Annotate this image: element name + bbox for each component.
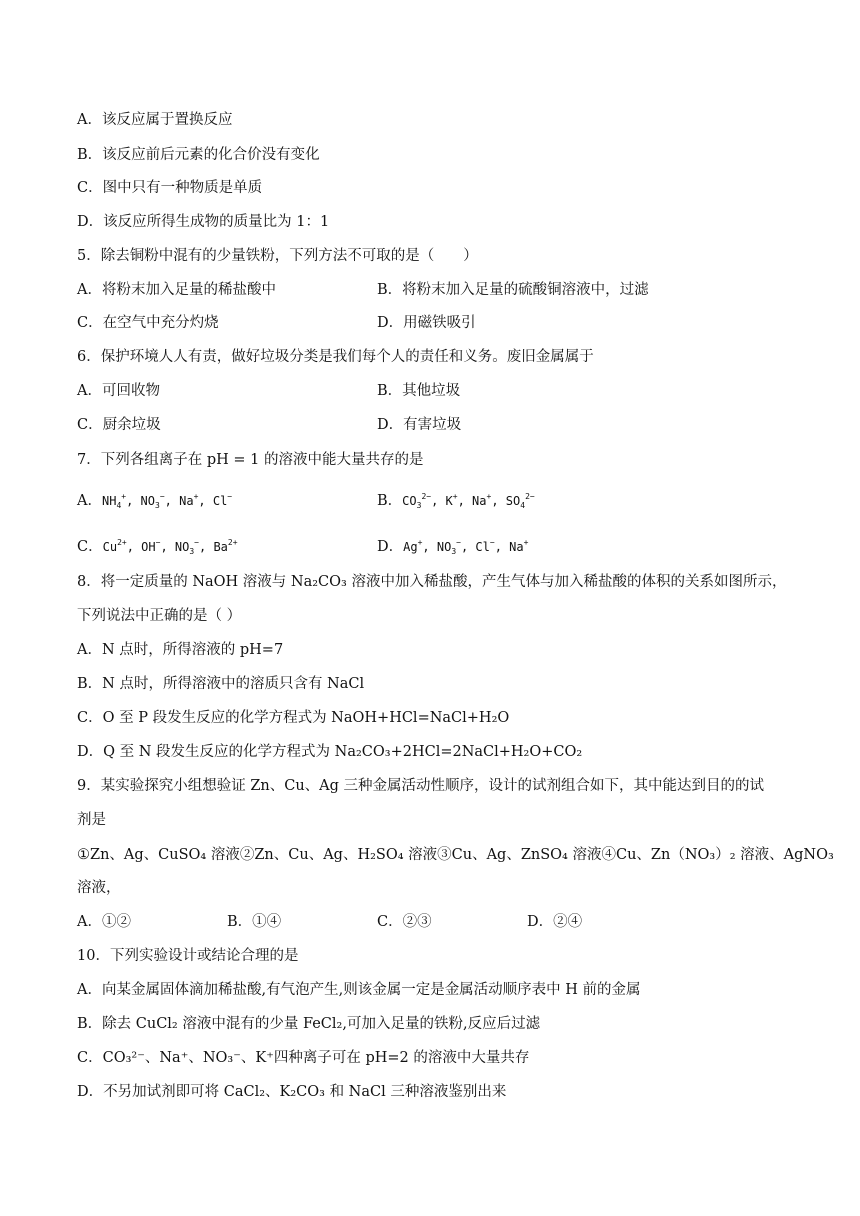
q8-stem-line1: 8．将一定质量的 NaOH 溶液与 Na₂CO₃ 溶液中加入稀盐酸，产生气体与加入稀盐酸的体积的关系如图所示， [77,574,787,590]
q8-option-a: A．N 点时，所得溶液的 pH=7 [77,642,284,658]
q6-option-b: B．其他垃圾 [377,383,461,399]
q9-option-a: A．①② [77,914,131,930]
q9-combos-line2: 溶液， [77,880,121,896]
q5-stem: 5．除去铜粉中混有的少量铁粉，下列方法不可取的是（ ） [77,248,478,264]
q7-option-d-label: D． [377,539,404,555]
q7-option-d [377,533,528,562]
q4-option-b: B．该反应前后元素的化合价没有变化 [77,147,320,163]
q7-option-b-ions: $CO_3^{2-}$, K+, Na+, $SO_4^{2-}$ [402,492,535,510]
q10-stem: 10．下列实验设计或结论合理的是 [77,948,299,964]
q7-option-b [377,487,535,516]
q6-stem: 6．保护环境人人有责，做好垃圾分类是我们每个人的责任和义务。废旧金属属于 [77,349,594,365]
q7-stem: 7．下列各组离子在 pH = 1 的溶液中能大量共存的是 [77,452,424,468]
q9-combos-line1: ①Zn、Ag、CuSO₄ 溶液②Zn、Cu、Ag、H₂SO₄ 溶液③Cu、Ag、ZnSO₄ 溶液④Cu、Zn（NO₃）₂ 溶液、AgNO₃ [77,847,834,863]
q6-option-d: D．有害垃圾 [377,417,462,433]
q8-option-c: C．O 至 P 段发生反应的化学方程式为 NaOH+HCl=NaCl+H₂O [77,710,510,726]
q10-option-c: C．CO₃²⁻、Na⁺、NO₃⁻、K⁺四种离子可在 pH=2 的溶液中大量共存 [77,1050,530,1066]
q4-option-d: D．该反应所得生成物的质量比为 1：1 [77,214,330,230]
q7-option-a-label: A． [77,493,102,509]
q5-option-d: D．用磁铁吸引 [377,315,476,331]
q5-option-c: C．在空气中充分灼烧 [77,315,219,331]
q7-option-c-label: C． [77,539,103,555]
q7-option-a [77,487,232,516]
q7-option-b-label: B． [377,493,403,509]
q5-option-b: B．将粉末加入足量的硫酸铜溶液中，过滤 [377,282,649,298]
q9-stem-line2: 剂是 [77,812,106,828]
q7-option-c-ions: $Cu^{2+}$, OH−, $NO_3^-$, $Ba^{2+}$ [102,538,238,556]
q8-option-b: B．N 点时，所得溶液中的溶质只含有 NaCl [77,676,365,692]
q6-option-c: C．厨余垃圾 [77,417,161,433]
q10-option-a: A．向某金属固体滴加稀盐酸,有气泡产生,则该金属一定是金属活动顺序表中 H 前的金属 [77,982,641,998]
q8-stem-line2: 下列说法中正确的是（ ） [77,608,242,624]
q8-option-d: D．Q 至 N 段发生反应的化学方程式为 Na₂CO₃+2HCl=2NaCl+H₂O+CO₂ [77,744,583,760]
q5-option-a: A．将粉末加入足量的稀盐酸中 [77,282,276,298]
q7-option-d-ions: Ag+, $NO_3^-$, Cl−, Na+ [403,538,529,556]
q10-option-b: B．除去 CuCl₂ 溶液中混有的少量 FeCl₂,可加入足量的铁粉,反应后过滤 [77,1016,541,1032]
q9-option-c: C．②③ [377,914,432,930]
q7-option-c [77,533,238,562]
q6-option-a: A．可回收物 [77,383,160,399]
q9-option-d: D．②④ [527,914,583,930]
q9-option-b: B．①④ [227,914,282,930]
q9-stem-line1: 9．某实验探究小组想验证 Zn、Cu、Ag 三种金属活动性顺序，设计的试剂组合如下，其中能达到目的的试 [77,778,765,794]
q7-option-a-ions: $NH_4^+$, $NO_3^-$, Na+, Cl− [101,492,233,510]
q10-option-d: D．不另加试剂即可将 CaCl₂、K₂CO₃ 和 NaCl 三种溶液鉴别出来 [77,1084,507,1100]
q4-option-c: C．图中只有一种物质是单质 [77,180,263,196]
q4-option-a: A．该反应属于置换反应 [77,112,233,128]
